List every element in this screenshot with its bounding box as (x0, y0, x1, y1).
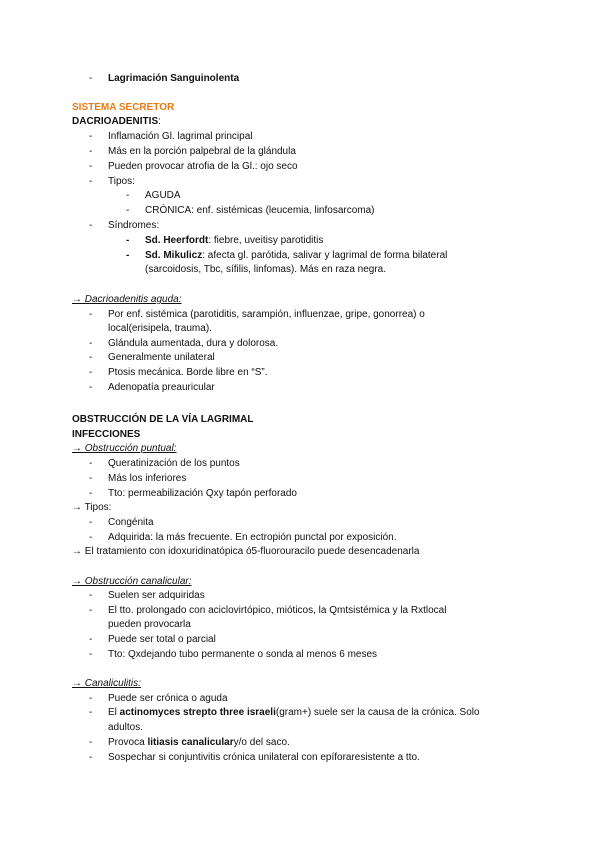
list-item: Sospechar si conjuntivitis crónica unilateral con epíforaresistente a tto. (108, 752, 420, 763)
bullet-dash: - (89, 220, 93, 231)
bullet-dash: - (89, 634, 93, 645)
bullet-dash: - (89, 532, 93, 543)
list-item-cont: adultos. (108, 722, 144, 733)
list-item: Tipos: (108, 176, 135, 187)
syndrome-mikulicz-cont: (sarcoidosis, Tbc, sífilis, linfomas). Más en raza negra. (145, 264, 387, 275)
bullet-dash: - (89, 590, 93, 601)
list-item-cont: pueden provocarla (108, 619, 191, 630)
bullet-dash: - (89, 707, 93, 718)
list-item: Generalmente unilateral (108, 352, 215, 363)
bullet-dash: - (89, 693, 93, 704)
bullet-dash: - (89, 367, 93, 378)
list-item: Queratinización de los puntos (108, 458, 240, 469)
aguda-title: → Dacrioadenitis aguda: (72, 294, 182, 305)
list-item: Más en la porción palpebral de la glándula (108, 146, 296, 157)
sub-list-item: AGUDA (145, 190, 181, 201)
bullet-dash: - (126, 235, 130, 246)
bullet-dash: - (89, 146, 93, 157)
bullet-dash: - (89, 338, 93, 349)
list-item: Tto: permeabilización Qxy tapón perforado (108, 488, 297, 499)
bullet-dash: - (89, 649, 93, 660)
list-item-cont: local(erisipela, trauma). (108, 323, 212, 334)
bullet-dash: - (89, 176, 93, 187)
bullet-dash: - (89, 309, 93, 320)
bullet-dash: - (89, 517, 93, 528)
list-item: Suelen ser adquiridas (108, 590, 205, 601)
bullet-dash: - (126, 190, 130, 201)
puntual-title: → Obstrucción puntual: (72, 443, 177, 454)
list-item: Síndromes: (108, 220, 160, 231)
bullet-dash: - (89, 382, 93, 393)
bullet-dash: - (89, 131, 93, 142)
list-item: Pueden provocar atrofia de la Gl.: ojo seco (108, 161, 298, 172)
list-item: Más los inferiores (108, 473, 187, 484)
tipos-label: → Tipos: (72, 502, 112, 513)
canaliculitis-title: → Canaliculitis: (72, 678, 141, 689)
bullet-dash: - (126, 205, 130, 216)
list-item: Puede ser total o parcial (108, 634, 216, 645)
list-item: Congénita (108, 517, 154, 528)
bullet-dash: - (89, 161, 93, 172)
section-heading-secretor: SISTEMA SECRETOR (72, 102, 175, 113)
list-item: El actinomyces strepto three israeli(gram+) suele ser la causa de la crónica. Solo (108, 707, 480, 718)
bullet-dash: - (89, 488, 93, 499)
bullet-dash: - (89, 605, 93, 616)
list-item: Glándula aumentada, dura y dolorosa. (108, 338, 279, 349)
bullet-dash: - (89, 737, 93, 748)
canalicular-title: → Obstrucción canalicular: (72, 576, 192, 587)
heading-obstruccion: OBSTRUCCIÓN DE LA VÍA LAGRIMAL (72, 414, 254, 425)
heading-infecciones: INFECCIONES (72, 429, 141, 440)
top-item: Lagrimación Sanguinolenta (108, 73, 240, 84)
list-item: Ptosis mecánica. Borde libre en “S”. (108, 367, 268, 378)
list-item: Provoca litiasis canaliculary/o del saco. (108, 737, 290, 748)
subheading-dacrioadenitis: DACRIOADENITIS: (72, 116, 161, 127)
list-item: Tto: Qxdejando tubo permanente o sonda al menos 6 meses (108, 649, 378, 660)
bullet-dash: - (89, 473, 93, 484)
list-item: Adenopatía preauricular (108, 382, 215, 393)
list-item: Adquirida: la más frecuente. En ectropión punctal por exposición. (108, 532, 397, 543)
syndrome-mikulicz: Sd. Mikulicz: afecta gl. parótida, salivar y lagrimal de forma bilateral (145, 250, 448, 261)
sub-list-item: CRÓNICA: enf. sistémicas (leucemia, linfosarcoma) (145, 205, 375, 216)
list-item: El tto. prolongado con aciclovirtópico, mióticos, la Qmtsistémica y la Rxtlocal (108, 605, 447, 616)
bullet-dash: - (89, 752, 93, 763)
list-item: Puede ser crónica o aguda (108, 693, 228, 704)
list-item: Inflamación Gl. lagrimal principal (108, 131, 253, 142)
syndrome-heerfordt: Sd. Heerfordt: fiebre, uveitisy parotiditis (145, 235, 324, 246)
bullet-dash: - (89, 73, 93, 84)
bullet-dash: - (89, 352, 93, 363)
bullet-dash: - (89, 458, 93, 469)
bullet-dash: - (126, 250, 130, 261)
list-item: Por enf. sistémica (parotiditis, sarampión, influenzae, gripe, gonorrea) o (108, 309, 425, 320)
tratamiento-note: → El tratamiento con idoxuridinatópica ó5-fluorouracilo puede desencadenarla (72, 546, 420, 557)
